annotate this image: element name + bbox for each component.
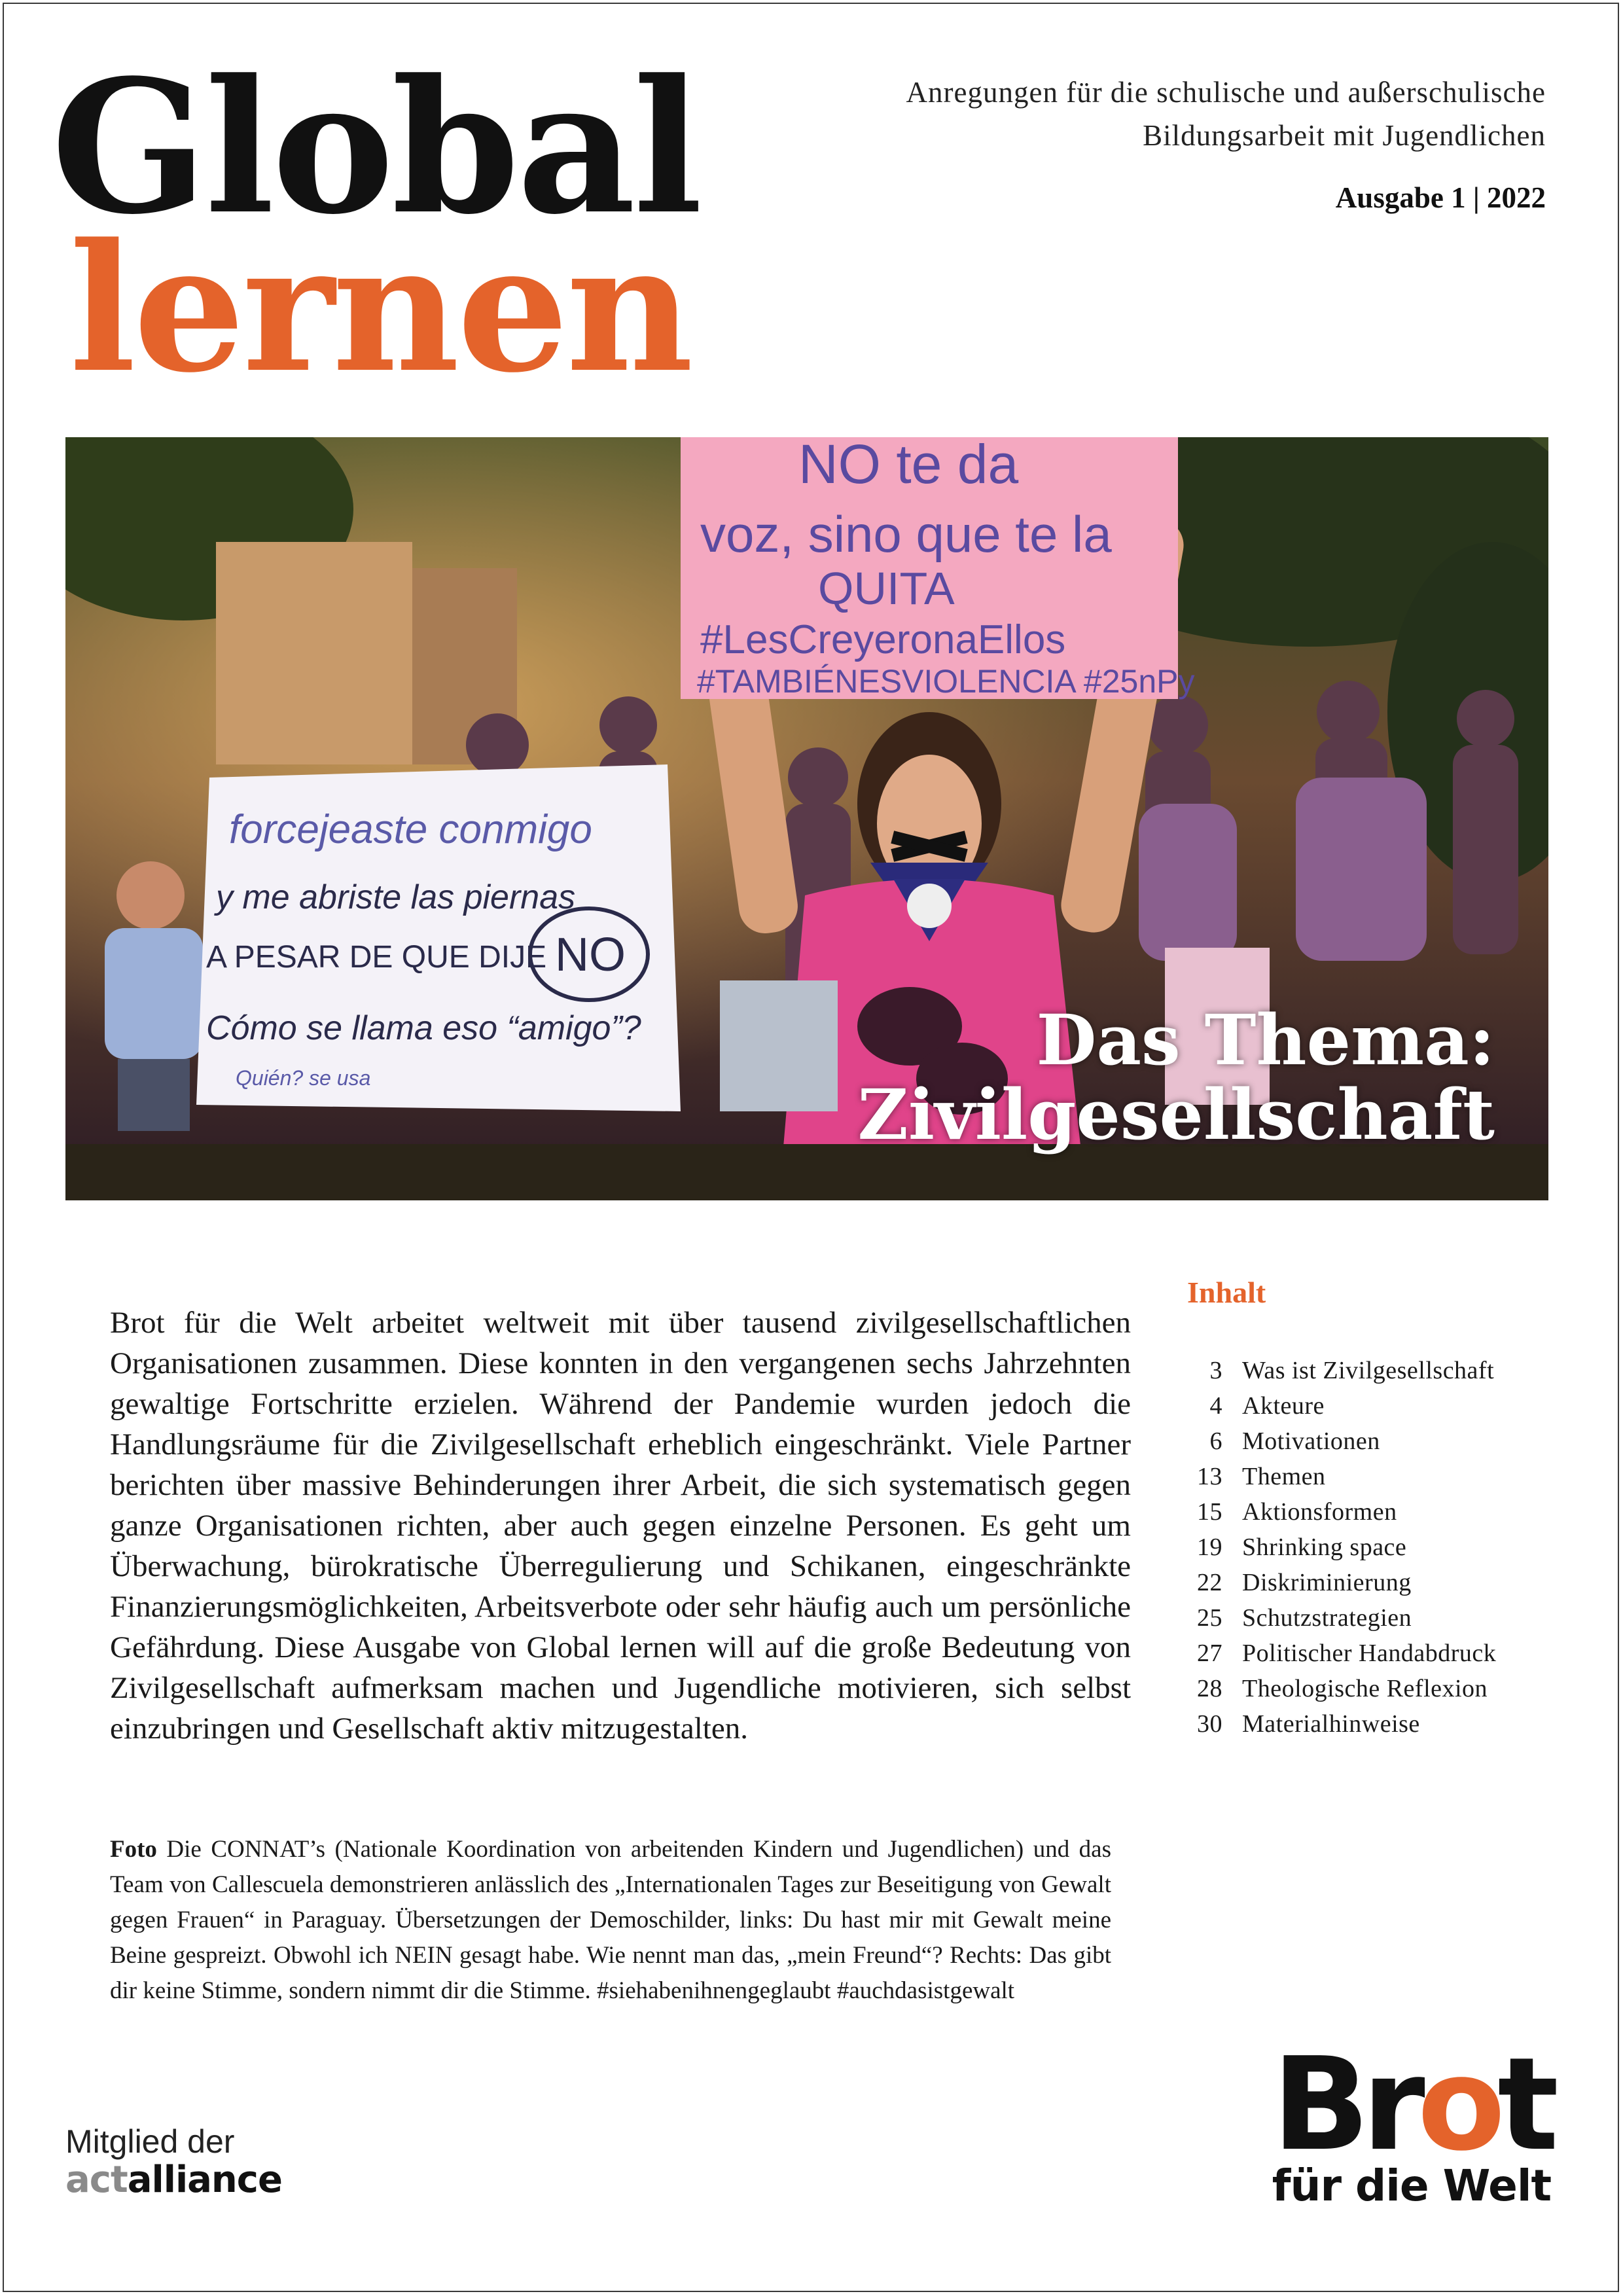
theme-line-2: Zivilgesellschaft xyxy=(857,1073,1495,1155)
sign-right-line-3: QUITA xyxy=(818,563,955,614)
table-of-contents xyxy=(1187,1353,1496,1742)
toc-item[interactable] xyxy=(1187,1600,1496,1636)
masthead-tagline xyxy=(695,71,1546,157)
toc-page: 13 xyxy=(1197,1463,1222,1490)
toc-item[interactable] xyxy=(1187,1671,1496,1706)
toc-page: 30 xyxy=(1197,1710,1222,1738)
toc-item[interactable] xyxy=(1187,1494,1496,1530)
toc-item[interactable] xyxy=(1187,1388,1496,1424)
intro-paragraph: Brot für die Welt arbeitet weltweit mit über tausend zivilgesellschaftlichen Organisationen zusammen. Diese konnten in den vergangenen sechs Jahrzehnten gewaltige Fortschritte erzielen. Während der Pandemie wurden jedoch die Handlungsräume für die Zivilgesellschaft erheblich eingeschränkt. Viele Partner berichten über massive Behinderungen ihrer Arbeit, die sich systematisch gegen ganze Organisationen richten, aber auch gegen einzelne Personen. Es geht um Überwachung, bürokratische Überregulierung und Schikanen, eingeschränkte Finanzierungsmöglichkeiten, Arbeitsverbote oder sehr häufig auch um persönliche Gefährdung. Diese Ausgabe von Global lernen will auf die große Bedeutung von Zivilgesellschaft aufmerksam machen und Jugendliche motivieren, sich selbst einzubringen und Gesellschaft aktiv mitzugestalten. xyxy=(110,1306,1131,1746)
sign-right-line-5: #TAMBIÉNESVIOLENCIA #25nPy xyxy=(697,663,1195,700)
sign-left-line-3: A PESAR DE QUE DIJE xyxy=(206,940,547,975)
toc-page: 3 xyxy=(1209,1357,1222,1384)
toc-page: 15 xyxy=(1197,1498,1222,1526)
toc-page: 22 xyxy=(1197,1569,1222,1596)
toc-title: Akteure xyxy=(1242,1392,1325,1420)
masthead-title-global: Global xyxy=(51,40,700,255)
sign-right-line-2: voz, sino que te la xyxy=(700,505,1112,563)
toc-title: Shrinking space xyxy=(1242,1534,1407,1561)
caption-text: Die CONNAT’s (Nationale Koordination von arbeitenden Kindern und Jugendlichen) und das Team von Callescuela demonstrieren anlässlich des „Internationalen Tages zur Beseitigung von Gewalt gegen Frauen“ in Paraguay. Übersetzungen der Demoschilder, links: Du hast mir mit Gewalt meine Beine gespreizt. Obwohl ich NEIN gesagt habe. Wie nennt man das, „mein Freund“? Rechts: Das gibt dir keine Stimme, sondern nimmt dir die Stimme. #siehabenihnengeglaubt #auchdasistgewalt xyxy=(110,1836,1111,2004)
cover-photo xyxy=(65,437,1548,1200)
brot-fuer-die-welt-logo xyxy=(1272,2030,1551,2211)
sign-left-no: NO xyxy=(555,929,626,981)
toc-page: 27 xyxy=(1197,1640,1222,1667)
protest-sign-left xyxy=(196,764,681,1111)
toc-title: Materialhinweise xyxy=(1242,1710,1420,1738)
toc-item[interactable] xyxy=(1187,1636,1496,1671)
toc-title: Themen xyxy=(1242,1463,1326,1490)
toc-heading: Inhalt xyxy=(1187,1276,1266,1309)
act-alliance-wordmark xyxy=(65,2161,282,2200)
toc-title: Diskriminierung xyxy=(1242,1569,1412,1596)
toc-item[interactable] xyxy=(1187,1424,1496,1459)
toc-item[interactable] xyxy=(1187,1706,1496,1742)
tagline-line-1: Anregungen für die schulische und außerschulische xyxy=(906,76,1546,109)
toc-item[interactable] xyxy=(1187,1565,1496,1600)
act-alliance-logo xyxy=(65,2123,282,2200)
act-wordmark-alliance: alliance xyxy=(127,2159,282,2201)
toc-page: 4 xyxy=(1209,1392,1222,1420)
toc-page: 25 xyxy=(1197,1604,1222,1632)
issue-number: Ausgabe 1 | 2022 xyxy=(1335,181,1546,214)
tagline-line-2: Bildungsarbeit mit Jugendlichen xyxy=(1143,119,1546,152)
sign-left-line-1: forcejeaste conmigo xyxy=(229,807,592,852)
cover-theme xyxy=(857,999,1495,1155)
masthead-title-lernen: lernen xyxy=(69,206,691,412)
toc-page: 6 xyxy=(1209,1427,1222,1455)
member-label: Mitglied der xyxy=(65,2123,235,2160)
toc-item[interactable] xyxy=(1187,1530,1496,1565)
toc-title: Was ist Zivilgesellschaft xyxy=(1242,1357,1495,1384)
theme-line-1: Das Thema: xyxy=(1036,999,1495,1081)
toc-title: Schutzstrategien xyxy=(1242,1604,1412,1632)
brot-wordmark-t: t xyxy=(1497,2030,1551,2179)
toc-page: 28 xyxy=(1197,1675,1222,1702)
brot-subline: für die Welt xyxy=(1272,2161,1551,2211)
protest-sign-right xyxy=(681,437,1195,700)
toc-item[interactable] xyxy=(1187,1459,1496,1494)
sign-left-line-5: Quién? se usa xyxy=(236,1066,371,1090)
photo-caption xyxy=(110,1832,1111,2009)
sign-right-line-1: NO te da xyxy=(798,437,1019,495)
caption-label: Foto xyxy=(110,1836,157,1863)
toc-item[interactable] xyxy=(1187,1353,1496,1388)
toc-title: Politischer Handabdruck xyxy=(1242,1640,1497,1667)
toc-title: Theologische Reflexion xyxy=(1242,1675,1488,1702)
toc-title: Aktionsformen xyxy=(1242,1498,1397,1526)
brot-wordmark-br: Br xyxy=(1272,2030,1418,2179)
act-wordmark-act: act xyxy=(65,2159,128,2201)
toc-page: 19 xyxy=(1197,1534,1222,1561)
brot-wordmark xyxy=(1272,2030,1551,2179)
sign-left-line-4: Cómo se llama eso “amigo”? xyxy=(206,1009,641,1047)
toc-title: Motivationen xyxy=(1242,1427,1380,1455)
brot-wordmark-o: o xyxy=(1417,2030,1498,2179)
sign-left-line-2: y me abriste las piernas xyxy=(216,878,576,916)
sign-right-line-4: #LesCreyeronaEllos xyxy=(700,617,1066,662)
